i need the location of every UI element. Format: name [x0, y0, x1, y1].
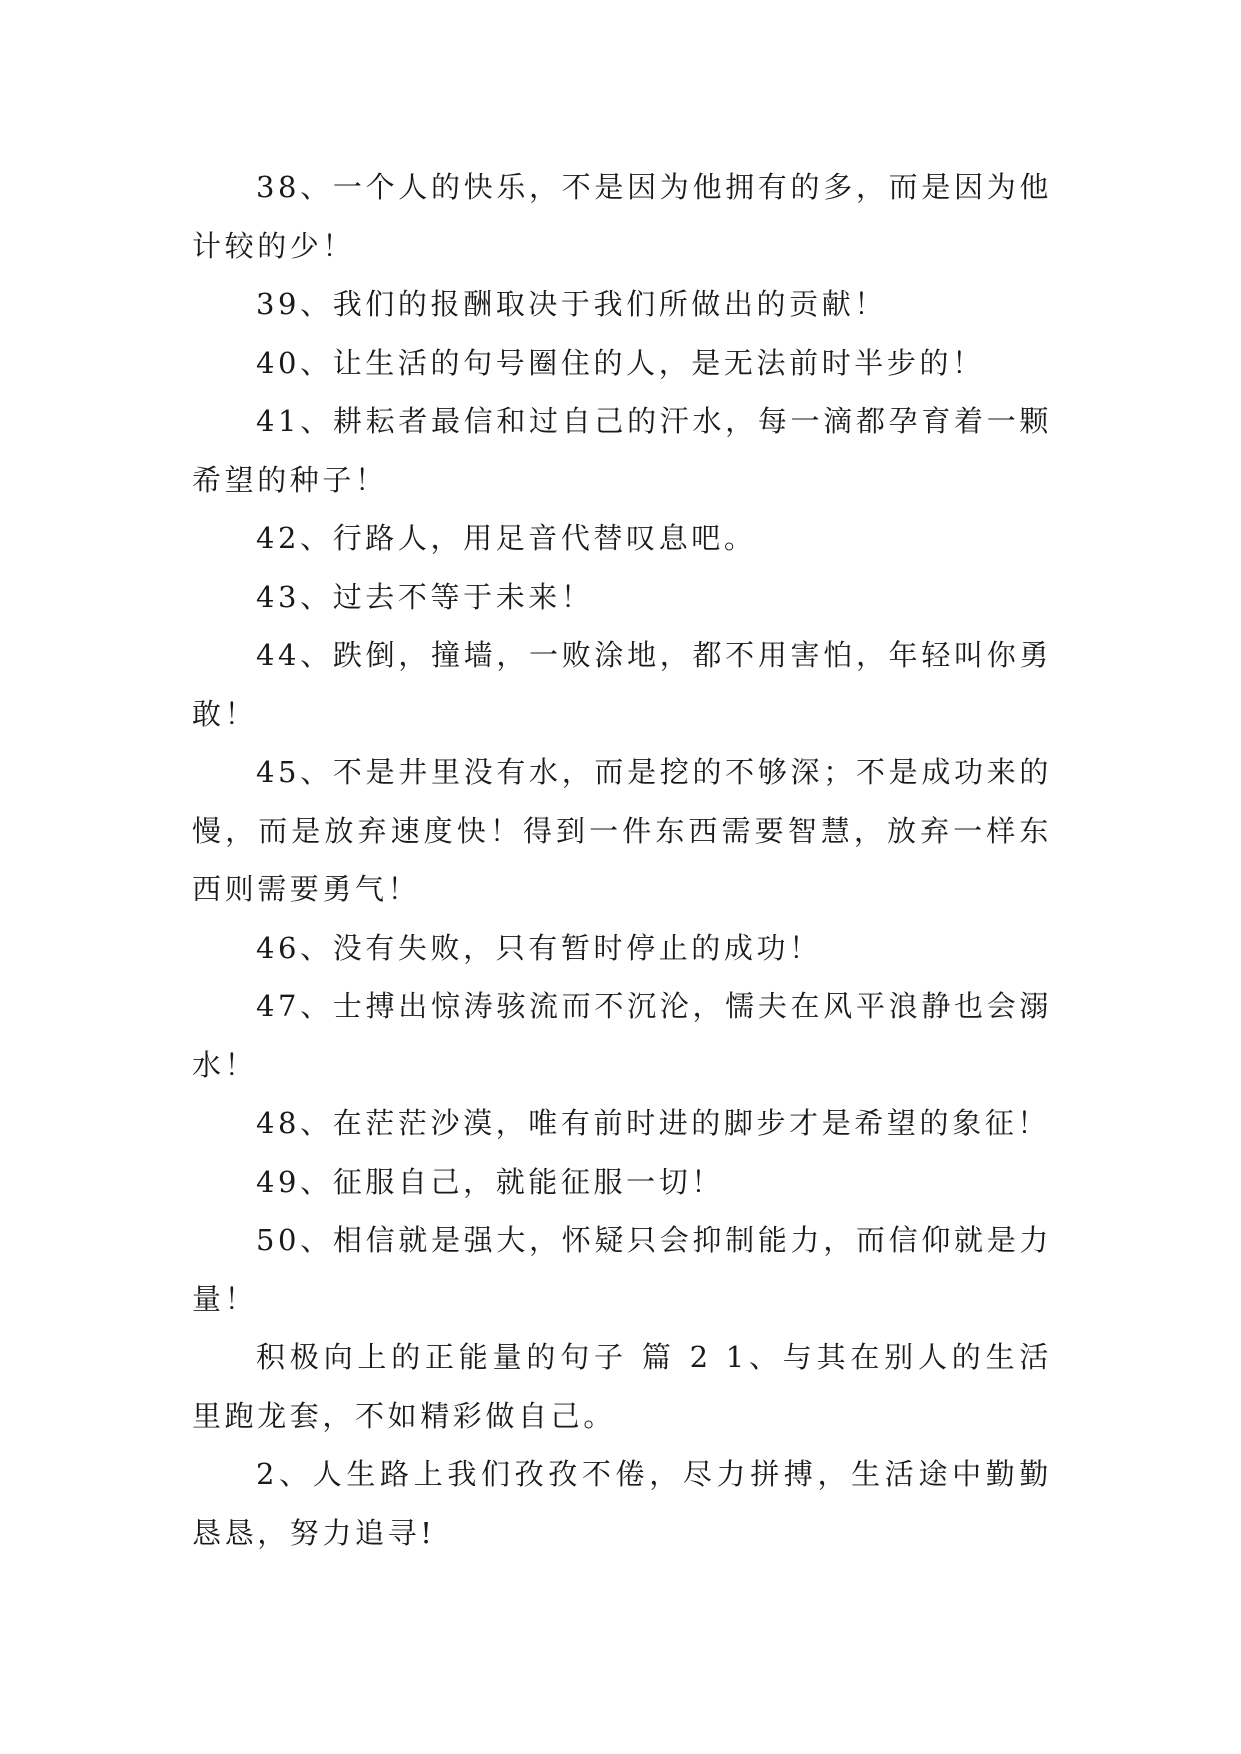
paragraph-46: 46、没有失败，只有暂时停止的成功！ — [256, 930, 822, 965]
paragraph-38: 38、一个人的快乐，不是因为他拥有的多，而是因为他计较的少！ — [192, 170, 1052, 263]
paragraph-44: 44、跌倒，撞墙，一败涂地，都不用害怕，年轻叫你勇敢！ — [192, 638, 1052, 731]
paragraph-49: 49、征服自己，就能征服一切！ — [256, 1164, 724, 1199]
paragraph-42: 42、行路人，用足音代替叹息吧。 — [256, 521, 757, 555]
paragraph-47: 47、士搏出惊涛骇流而不沉沦，懦夫在风平浪静也会溺水！ — [192, 989, 1052, 1082]
paragraph-48: 48、在茫茫沙漠，唯有前时进的脚步才是希望的象征！ — [256, 1106, 1050, 1140]
paragraph-40: 40、让生活的句号圈住的人，是无法前时半步的！ — [256, 345, 985, 380]
paragraph-50: 50、相信就是强大，怀疑只会抑制能力，而信仰就是力量！ — [192, 1223, 1052, 1316]
paragraph-39: 39、我们的报酬取决于我们所做出的贡献！ — [256, 287, 887, 321]
paragraph-45: 45、不是井里没有水，而是挖的不够深；不是成功来的慢，而是放弃速度快！得到一件东西需要智慧，放弃一样东西则需要勇气！ — [192, 755, 1052, 906]
document-page — [192, 158, 1052, 1562]
section-heading-paragraph: 积极向上的正能量的句子 篇 2 1、与其在别人的生活里跑龙套，不如精彩做自己。 — [192, 1340, 1052, 1433]
paragraph-41: 41、耕耘者最信和过自己的汗水，每一滴都孕育着一颗希望的种子！ — [192, 404, 1052, 497]
paragraph-2: 2、人生路上我们孜孜不倦，尽力拼搏，生活途中勤勤恳恳，努力追寻! — [192, 1457, 1052, 1550]
paragraph-43: 43、过去不等于未来！ — [256, 579, 594, 614]
